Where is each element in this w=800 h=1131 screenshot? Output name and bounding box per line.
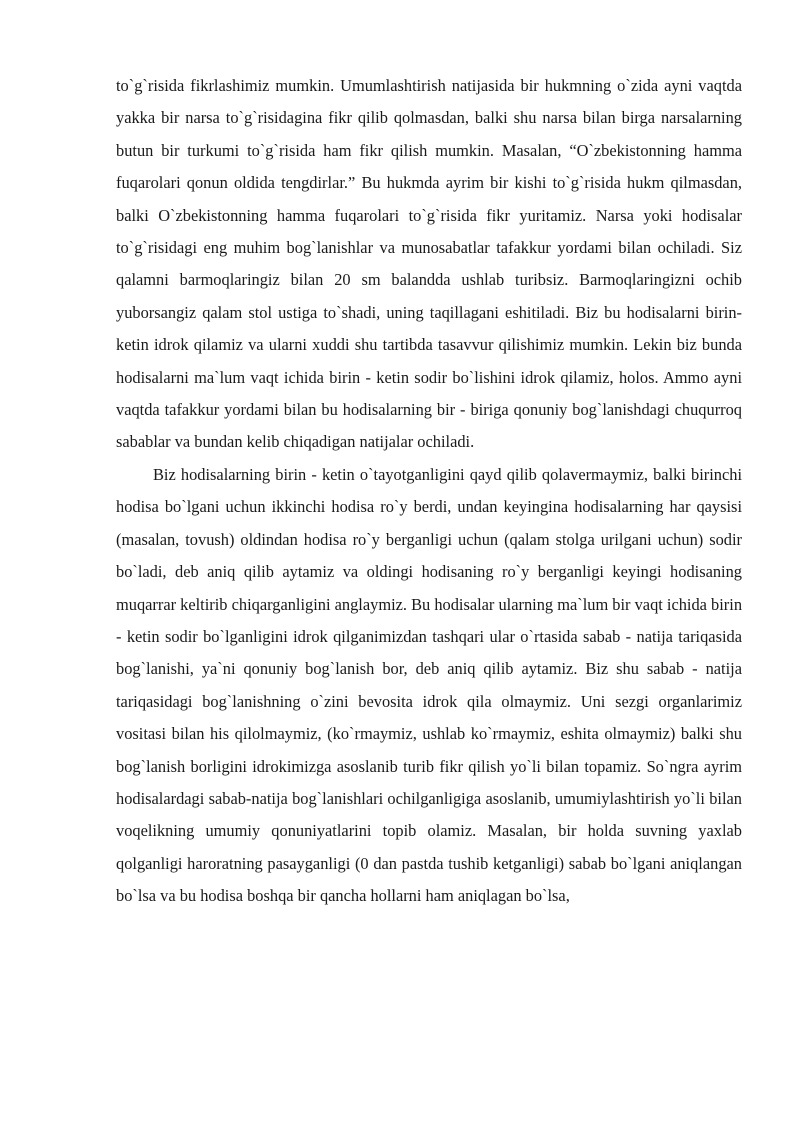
paragraph-2: Biz hodisalarning birin - ketin o`tayotganligini qayd qilib qolavermaymiz, balki birinchi hodisa bo`lgani uchun ikkinchi hodisa ro`y berdi, undan keyingina hodisalarning har qaysisi (masalan, tovush) oldindan hodisa ro`y berganligi uchun (qalam stolga urilgani uchun) sodir bo`ladi, deb aniq qilib aytamiz va oldingi hodisaning ro`y berganligi keyingi hodisaning muqarrar keltirib chiqarganligini anglaymiz. Bu hodisalar ularning ma`lum bir vaqt ichida birin - ketin sodir bo`lganligini idrok qilganimizdan tashqari ular o`rtasida sabab - natija tariqasida bog`lanishi, ya`ni qonuniy bog`lanish bor, deb aniq qilib aytamiz. Biz shu sabab - natija tariqasidagi bog`lanishning o`zini bevosita idrok qila olmaymiz. Uni sezgi organlarimiz vositasi bilan his qilolmaymiz, (ko`rmaymiz, ushlab ko`rmaymiz, eshita olmaymiz) balki shu bog`lanish borligini idrokimizga asoslanib turib fikr qilish yo`li bilan topamiz. So`ngra ayrim hodisalardagi sabab-natija bog`lanishlari ochilganligiga asoslanib, umumiylashtirish yo`li bilan voqelikning umumiy qonuniyatlarini topib olamiz. Masalan, bir holda suvning yaxlab qolganligi haroratning pasayganligi (0 dan pastda tushib ketganligi) sabab bo`lgani aniqlangan bo`lsa va bu hodisa boshqa bir qancha hollarni ham aniqlagan bo`lsa, [116, 464, 743, 906]
document-page [116, 70, 742, 913]
paragraph-1: to`g`risida fikrlashimiz mumkin. Umumlashtirish natijasida bir hukmning o`zida ayni vaqtda yakka bir narsa to`g`risidagina fikr qilib qolmasdan, balki shu narsa bilan birga narsalarning butun bir turkumi to`g`risida ham fikr qilish mumkin. Masalan, “O`zbekistonning hamma fuqarolari qonun oldida tengdirlar.” Bu hukmda ayrim bir kishi to`g`risida hukm qilmasdan, balki O`zbekistonning hamma fuqarolari to`g`risida fikr yuritamiz. Narsa yoki hodisalar to`g`risidagi eng muhim bog`lanishlar va munosabatlar tafakkur yordami bilan ochiladi. Siz qalamni barmoqlaringiz bilan 20 sm balandda ushlab turibsiz. Barmoqlaringizni ochib yuborsangiz qalam stol ustiga to`shadi, uning taqillagani eshitiladi. Biz bu hodisalarni birin-ketin idrok qilamiz va ularni xuddi shu tartibda tasavvur qilishimiz mumkin. Lekin biz bunda hodisalarni ma`lum vaqt ichida birin - ketin sodir bo`lishini idrok qilamiz, holos. Ammo ayni vaqtda tafakkur yordami bilan bu hodisalarning bir - biriga qonuniy bog`lanishdagi chuqurroq sabablar va bundan kelib chiqadigan natijalar ochiladi. [116, 76, 742, 452]
